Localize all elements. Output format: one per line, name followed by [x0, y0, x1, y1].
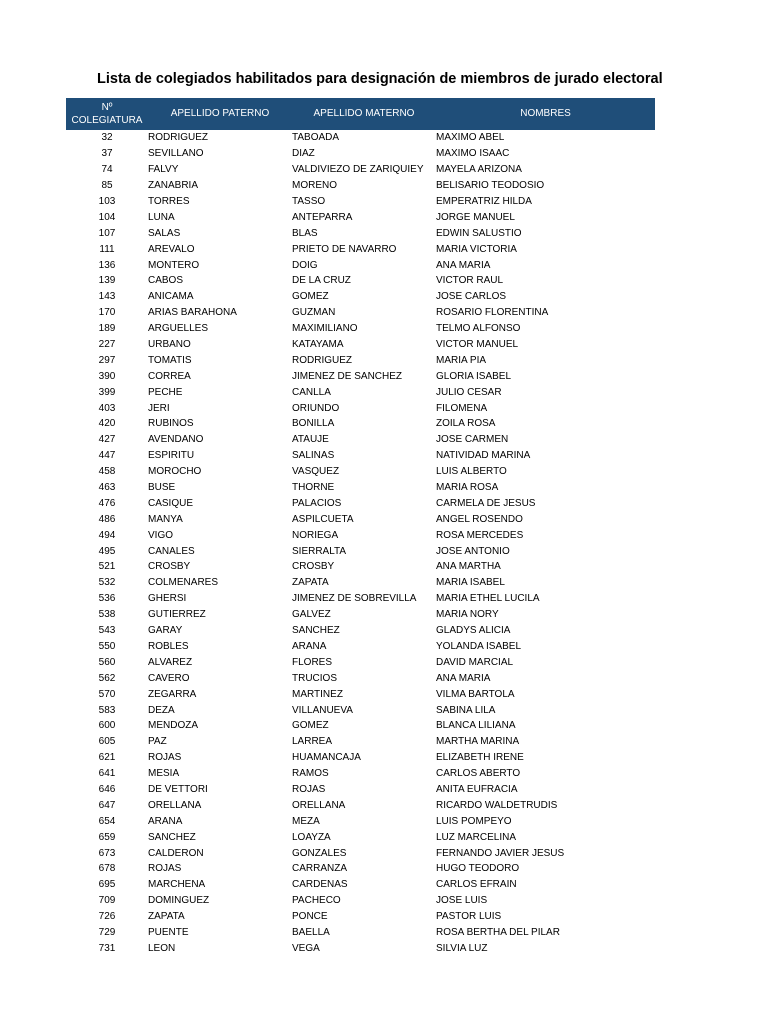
cell-colegiatura: 37: [101, 148, 113, 160]
table-row: [66, 511, 655, 527]
cell-colegiatura: 654: [98, 815, 116, 827]
cell-apellido-paterno: CAVERO: [148, 672, 190, 684]
cell-apellido-materno: PRIETO DE NAVARRO: [292, 243, 397, 255]
cell-apellido-paterno: MANYA: [148, 513, 183, 525]
cell-nombres: MAXIMO ISAAC: [436, 148, 510, 160]
cell-apellido-paterno: ZEGARRA: [148, 688, 197, 700]
cell-colegiatura: 731: [98, 942, 116, 954]
cell-colegiatura: 103: [98, 196, 116, 207]
cell-apellido-paterno: CROSBY: [148, 561, 191, 573]
table-row: [66, 782, 655, 798]
colegiados-table: [66, 98, 655, 956]
cell-nombres: ANITA EUFRACIA: [436, 783, 518, 795]
cell-colegiatura: 495: [98, 545, 116, 557]
cell-nombres: JOSE CARMEN: [436, 434, 509, 446]
cell-apellido-paterno: CABOS: [148, 275, 184, 287]
cell-apellido-materno: ORIUNDO: [292, 402, 340, 414]
table-row: [66, 670, 655, 686]
cell-apellido-materno: VALDIVIEZO DE ZARIQUIEY: [292, 164, 424, 176]
cell-apellido-paterno: ORELLANA: [148, 799, 202, 811]
cell-nombres: YOLANDA ISABEL: [436, 640, 522, 652]
cell-nombres: FERNANDO JAVIER JESUS: [436, 847, 565, 859]
header-colegiatura-line2: COLEGIATURA: [71, 114, 143, 126]
cell-colegiatura: 560: [98, 656, 116, 668]
cell-apellido-paterno: RODRIGUEZ: [148, 132, 208, 144]
cell-nombres: MARIA ISABEL: [436, 577, 505, 589]
cell-nombres: VICTOR MANUEL: [436, 339, 519, 351]
cell-apellido-paterno: ALVAREZ: [148, 656, 193, 668]
cell-nombres: ROSA BERTHA DEL PILAR: [436, 926, 560, 938]
cell-apellido-materno: TASSO: [292, 196, 326, 207]
cell-colegiatura: 673: [98, 847, 116, 859]
cell-nombres: JULIO CESAR: [436, 386, 502, 398]
cell-apellido-paterno: MOROCHO: [148, 466, 202, 478]
cell-nombres: MAXIMO ABEL: [436, 132, 505, 144]
table-row: [66, 925, 655, 941]
cell-colegiatura: 550: [98, 640, 116, 652]
cell-colegiatura: 420: [98, 418, 116, 430]
table-row: [66, 909, 655, 925]
cell-apellido-paterno: SANCHEZ: [148, 831, 196, 843]
table-row: [66, 305, 655, 321]
cell-apellido-materno: ATAUJE: [292, 434, 329, 446]
cell-apellido-paterno: CORREA: [148, 370, 191, 382]
cell-apellido-paterno: AVENDAÑO: [148, 434, 204, 446]
cell-apellido-paterno: AREVALO: [148, 243, 195, 255]
cell-apellido-materno: RODRIGUEZ: [292, 354, 352, 366]
cell-apellido-materno: MEZA: [292, 815, 320, 827]
cell-apellido-paterno: DE VETTORI: [148, 783, 208, 795]
table-row: [66, 384, 655, 400]
cell-apellido-paterno: ESPIRITU: [148, 450, 195, 462]
cell-apellido-materno: VEGA: [292, 942, 320, 954]
table-row: [66, 273, 655, 289]
cell-apellido-materno: GONZALES: [292, 847, 347, 859]
cell-apellido-materno: PACHECO: [292, 895, 341, 907]
cell-apellido-materno: GOMEZ: [292, 720, 329, 732]
cell-colegiatura: 695: [98, 879, 116, 891]
cell-nombres: GLORIA ISABEL: [436, 370, 512, 382]
table-row: [66, 654, 655, 670]
cell-apellido-paterno: RUBIÑOS: [148, 418, 194, 430]
cell-apellido-paterno: ARANA: [148, 815, 183, 827]
table-row: [66, 734, 655, 750]
cell-apellido-materno: HUAMANCAJA: [292, 752, 361, 764]
cell-nombres: EDWIN SALUSTIO: [436, 227, 522, 239]
cell-apellido-materno: VILLANUEVA: [292, 704, 353, 716]
cell-colegiatura: 621: [98, 752, 116, 764]
cell-apellido-paterno: ROBLES: [148, 640, 189, 652]
cell-nombres: RICARDO WALDETRUDIS: [436, 799, 558, 811]
cell-apellido-materno: ORELLANA: [292, 799, 346, 811]
cell-colegiatura: 570: [98, 688, 116, 700]
cell-apellido-materno: CANLLA: [292, 386, 331, 398]
cell-nombres: DAVID MARCIAL: [436, 656, 514, 668]
cell-apellido-paterno: PAZ: [148, 736, 167, 748]
cell-apellido-materno: JIMENEZ DE SANCHEZ: [292, 370, 403, 382]
table-row: [66, 225, 655, 241]
cell-apellido-paterno: URBANO: [148, 339, 191, 351]
cell-apellido-materno: MARTINEZ: [292, 688, 343, 700]
table-row: [66, 400, 655, 416]
cell-nombres: MARIA VICTORIA: [436, 243, 517, 255]
table-row: [66, 829, 655, 845]
cell-apellido-materno: VASQUEZ: [292, 466, 340, 478]
table-row: [66, 209, 655, 225]
cell-nombres: MARIA NORY: [436, 609, 499, 621]
cell-colegiatura: 111: [99, 243, 115, 255]
cell-colegiatura: 399: [98, 386, 116, 398]
cell-apellido-paterno: LEON: [148, 942, 176, 954]
cell-nombres: CARLOS ABERTO: [436, 768, 521, 780]
cell-apellido-materno: JIMENEZ DE SOBREVILLA: [292, 593, 417, 605]
table-row: [66, 146, 655, 162]
cell-apellido-materno: SALINAS: [292, 450, 335, 462]
cell-apellido-materno: RAMOS: [292, 768, 329, 780]
cell-colegiatura: 536: [98, 593, 116, 605]
cell-colegiatura: 538: [98, 609, 116, 621]
cell-colegiatura: 726: [98, 911, 116, 923]
table-row: [66, 194, 655, 210]
cell-apellido-materno: ANTEPARRA: [292, 211, 353, 223]
cell-colegiatura: 476: [98, 497, 116, 509]
cell-colegiatura: 458: [98, 466, 116, 478]
cell-nombres: ANA MARIA: [436, 259, 491, 271]
cell-apellido-paterno: ARGUELLES: [148, 323, 209, 335]
table-body: [66, 130, 655, 956]
table-row: [66, 766, 655, 782]
cell-apellido-materno: SANCHEZ: [292, 625, 340, 637]
cell-apellido-materno: CARRANZA: [292, 863, 348, 875]
cell-apellido-materno: ARANA: [292, 640, 327, 652]
table-row: [66, 162, 655, 178]
cell-apellido-materno: GALVEZ: [292, 609, 331, 621]
cell-apellido-paterno: MESIA: [148, 768, 180, 780]
cell-colegiatura: 583: [98, 704, 116, 716]
cell-apellido-materno: LOAYZA: [292, 831, 331, 843]
cell-nombres: GLADYS ALICIA: [436, 625, 511, 637]
header-apellido-paterno: APELLIDO PATERNO: [170, 108, 270, 119]
cell-colegiatura: 170: [98, 307, 116, 319]
cell-nombres: SABINA LILA: [436, 704, 496, 716]
cell-apellido-paterno: PECHE: [148, 386, 183, 398]
cell-apellido-materno: PONCE: [292, 911, 328, 923]
table-row: [66, 241, 655, 257]
table-row: [66, 813, 655, 829]
cell-apellido-materno: CROSBY: [292, 561, 335, 573]
cell-nombres: MARTHA MARINA: [436, 736, 520, 748]
cell-apellido-materno: THORNE: [292, 482, 335, 494]
table-row: [66, 877, 655, 893]
cell-apellido-paterno: VIGO: [148, 529, 174, 541]
cell-nombres: VICTOR RAUL: [436, 275, 504, 287]
cell-apellido-materno: BONILLA: [292, 418, 335, 430]
cell-colegiatura: 729: [98, 926, 116, 938]
table-row: [66, 289, 655, 305]
cell-nombres: CARMELA DE JESUS: [436, 497, 536, 509]
cell-apellido-paterno: MONTERO: [148, 259, 200, 271]
cell-nombres: HUGO TEODORO: [436, 863, 520, 875]
table-row: [66, 845, 655, 861]
cell-apellido-materno: GUZMAN: [292, 307, 336, 319]
table-row: [66, 718, 655, 734]
cell-colegiatura: 641: [98, 768, 116, 780]
table-row: [66, 702, 655, 718]
cell-colegiatura: 390: [98, 370, 116, 382]
cell-nombres: ROSA MERCEDES: [436, 529, 524, 541]
table-row: [66, 607, 655, 623]
table-row: [66, 861, 655, 877]
cell-apellido-materno: SIERRALTA: [292, 545, 347, 557]
cell-apellido-materno: GOMEZ: [292, 291, 329, 303]
cell-colegiatura: 74: [101, 164, 113, 176]
cell-colegiatura: 427: [98, 434, 116, 446]
cell-apellido-paterno: SEVILLANO: [148, 148, 204, 160]
cell-colegiatura: 32: [101, 132, 113, 144]
cell-apellido-paterno: ROJAS: [148, 863, 182, 875]
cell-colegiatura: 136: [98, 259, 116, 271]
cell-nombres: JOSE ANTONIO: [436, 545, 510, 557]
cell-apellido-materno: PALACIOS: [292, 497, 342, 509]
table-row: [66, 130, 655, 146]
cell-apellido-paterno: ARIAS BARAHONA: [148, 307, 237, 319]
cell-colegiatura: 605: [98, 736, 116, 748]
table-row: [66, 352, 655, 368]
cell-apellido-materno: ZAPATA: [292, 577, 329, 589]
cell-colegiatura: 659: [98, 831, 116, 843]
cell-apellido-materno: LARREA: [292, 736, 333, 748]
cell-apellido-paterno: JERI: [148, 402, 170, 414]
cell-nombres: FILOMENA: [436, 402, 488, 414]
cell-apellido-paterno: BUSE: [148, 482, 176, 494]
cell-apellido-paterno: DOMINGUEZ: [148, 895, 210, 907]
page-title: Lista de colegiados habilitados para designación de miembros de jurado electoral: [97, 71, 663, 87]
cell-nombres: MARIA PIA: [436, 354, 487, 366]
cell-nombres: NATIVIDAD MARINA: [436, 450, 531, 462]
cell-colegiatura: 463: [98, 482, 116, 494]
cell-nombres: TELMO ALFONSO: [436, 323, 521, 335]
header-apellido-materno: APELLIDO MATERNO: [313, 108, 415, 119]
cell-colegiatura: 543: [98, 625, 116, 637]
cell-apellido-paterno: CALDERON: [148, 847, 204, 859]
cell-nombres: SILVIA LUZ: [436, 942, 488, 954]
cell-apellido-paterno: GARAY: [148, 625, 183, 637]
cell-apellido-materno: DIAZ: [292, 148, 315, 160]
cell-apellido-paterno: GHERSI: [148, 593, 187, 605]
cell-colegiatura: 678: [98, 863, 116, 875]
table-row: [66, 178, 655, 194]
cell-apellido-paterno: ROJAS: [148, 752, 182, 764]
cell-nombres: PASTOR LUIS: [436, 911, 502, 923]
table-row: [66, 623, 655, 639]
cell-colegiatura: 139: [98, 275, 116, 287]
table-row: [66, 495, 655, 511]
cell-nombres: ANA MARIA: [436, 672, 491, 684]
cell-colegiatura: 297: [98, 354, 116, 366]
cell-colegiatura: 143: [98, 291, 116, 303]
cell-colegiatura: 521: [98, 561, 116, 573]
table-row: [66, 480, 655, 496]
table-row: [66, 527, 655, 543]
table-row: [66, 639, 655, 655]
cell-colegiatura: 646: [98, 783, 116, 795]
cell-nombres: LUZ MARCELINA: [436, 831, 517, 843]
cell-apellido-materno: TABOADA: [292, 132, 340, 144]
cell-nombres: MAYELA ARIZONA: [436, 164, 522, 176]
cell-apellido-paterno: MENDOZA: [148, 720, 198, 732]
cell-nombres: MARIA ETHEL LUCILA: [436, 593, 540, 605]
table-row: [66, 543, 655, 559]
cell-nombres: JOSE CARLOS: [436, 291, 507, 303]
table-row: [66, 448, 655, 464]
header-colegiatura-line1: Nº: [101, 101, 113, 113]
cell-colegiatura: 562: [98, 672, 116, 684]
table-row: [66, 257, 655, 273]
cell-nombres: ZOILA ROSA: [436, 418, 496, 430]
cell-apellido-paterno: COLMENARES: [148, 577, 219, 589]
cell-colegiatura: 447: [98, 450, 116, 462]
table-row: [66, 321, 655, 337]
cell-apellido-materno: BLAS: [292, 227, 318, 239]
cell-apellido-paterno: PUENTE: [148, 926, 189, 938]
cell-apellido-materno: DOIG: [292, 259, 318, 271]
cell-colegiatura: 486: [98, 513, 116, 525]
table-row: [66, 337, 655, 353]
cell-colegiatura: 104: [98, 211, 116, 223]
table-row: [66, 686, 655, 702]
cell-apellido-paterno: TORRES: [148, 196, 190, 207]
cell-apellido-paterno: DEZA: [148, 704, 175, 716]
cell-apellido-paterno: ZAPATA: [148, 911, 185, 923]
table-row: [66, 797, 655, 813]
cell-nombres: VILMA BARTOLA: [436, 688, 515, 700]
cell-colegiatura: 85: [101, 180, 113, 192]
table-header: [66, 98, 655, 129]
cell-colegiatura: 107: [98, 227, 116, 239]
cell-nombres: BLANCA LILIANA: [436, 720, 516, 732]
cell-apellido-paterno: ZANABRIA: [148, 180, 199, 192]
cell-apellido-materno: KATAYAMA: [292, 339, 344, 351]
cell-apellido-materno: MAXIMILIANO: [292, 323, 358, 335]
cell-colegiatura: 494: [98, 529, 116, 541]
cell-apellido-paterno: ANICAMA: [148, 291, 194, 303]
table-row: [66, 893, 655, 909]
table-row: [66, 940, 655, 956]
cell-nombres: JORGE MANUEL: [436, 211, 515, 223]
cell-nombres: ANA MARTHA: [436, 561, 501, 573]
cell-colegiatura: 403: [98, 402, 116, 414]
cell-apellido-materno: BAELLA: [292, 926, 330, 938]
table-row: [66, 432, 655, 448]
cell-apellido-materno: CARDENAS: [292, 879, 348, 891]
table-row: [66, 750, 655, 766]
cell-apellido-paterno: FALVY: [148, 164, 179, 176]
cell-nombres: CARLOS EFRAIN: [436, 879, 517, 891]
cell-apellido-paterno: CANALES: [148, 545, 195, 557]
cell-apellido-paterno: CASIQUE: [148, 497, 194, 509]
cell-apellido-paterno: MARCHENA: [148, 879, 206, 891]
cell-nombres: EMPERATRIZ HILDA: [436, 196, 532, 207]
cell-colegiatura: 647: [98, 799, 116, 811]
table-row: [66, 591, 655, 607]
cell-colegiatura: 189: [98, 323, 116, 335]
cell-apellido-materno: ROJAS: [292, 783, 326, 795]
cell-nombres: LUIS ALBERTO: [436, 466, 507, 478]
table-row: [66, 368, 655, 384]
cell-nombres: MARIA ROSA: [436, 482, 499, 494]
cell-apellido-materno: DE LA CRUZ: [292, 275, 351, 287]
cell-apellido-materno: FLORES: [292, 656, 333, 668]
cell-nombres: BELISARIO TEODOSIO: [436, 180, 545, 192]
cell-colegiatura: 600: [98, 720, 116, 732]
cell-nombres: ANGEL ROSENDO: [436, 513, 523, 525]
cell-apellido-materno: TRUCIOS: [292, 672, 337, 684]
cell-nombres: ELIZABETH IRENE: [436, 752, 524, 764]
cell-apellido-paterno: LUNA: [148, 211, 175, 223]
cell-apellido-materno: NORIEGA: [292, 529, 339, 541]
table-row: [66, 559, 655, 575]
cell-colegiatura: 227: [98, 339, 116, 351]
cell-colegiatura: 709: [98, 895, 116, 907]
cell-apellido-paterno: SALAS: [148, 227, 181, 239]
table-row: [66, 464, 655, 480]
header-nombres: NOMBRES: [520, 108, 571, 119]
header-colegiatura: [66, 101, 148, 127]
table-row: [66, 416, 655, 432]
cell-colegiatura: 532: [98, 577, 116, 589]
cell-apellido-paterno: TOMATIS: [148, 354, 192, 366]
cell-nombres: ROSARIO FLORENTINA: [436, 307, 549, 319]
table-row: [66, 575, 655, 591]
cell-apellido-materno: ASPILCUETA: [292, 513, 354, 525]
cell-nombres: JOSE LUIS: [436, 895, 488, 907]
cell-apellido-paterno: GUTIERREZ: [148, 609, 206, 621]
cell-nombres: LUIS POMPEYO: [436, 815, 512, 827]
cell-apellido-materno: MORENO: [292, 180, 337, 192]
